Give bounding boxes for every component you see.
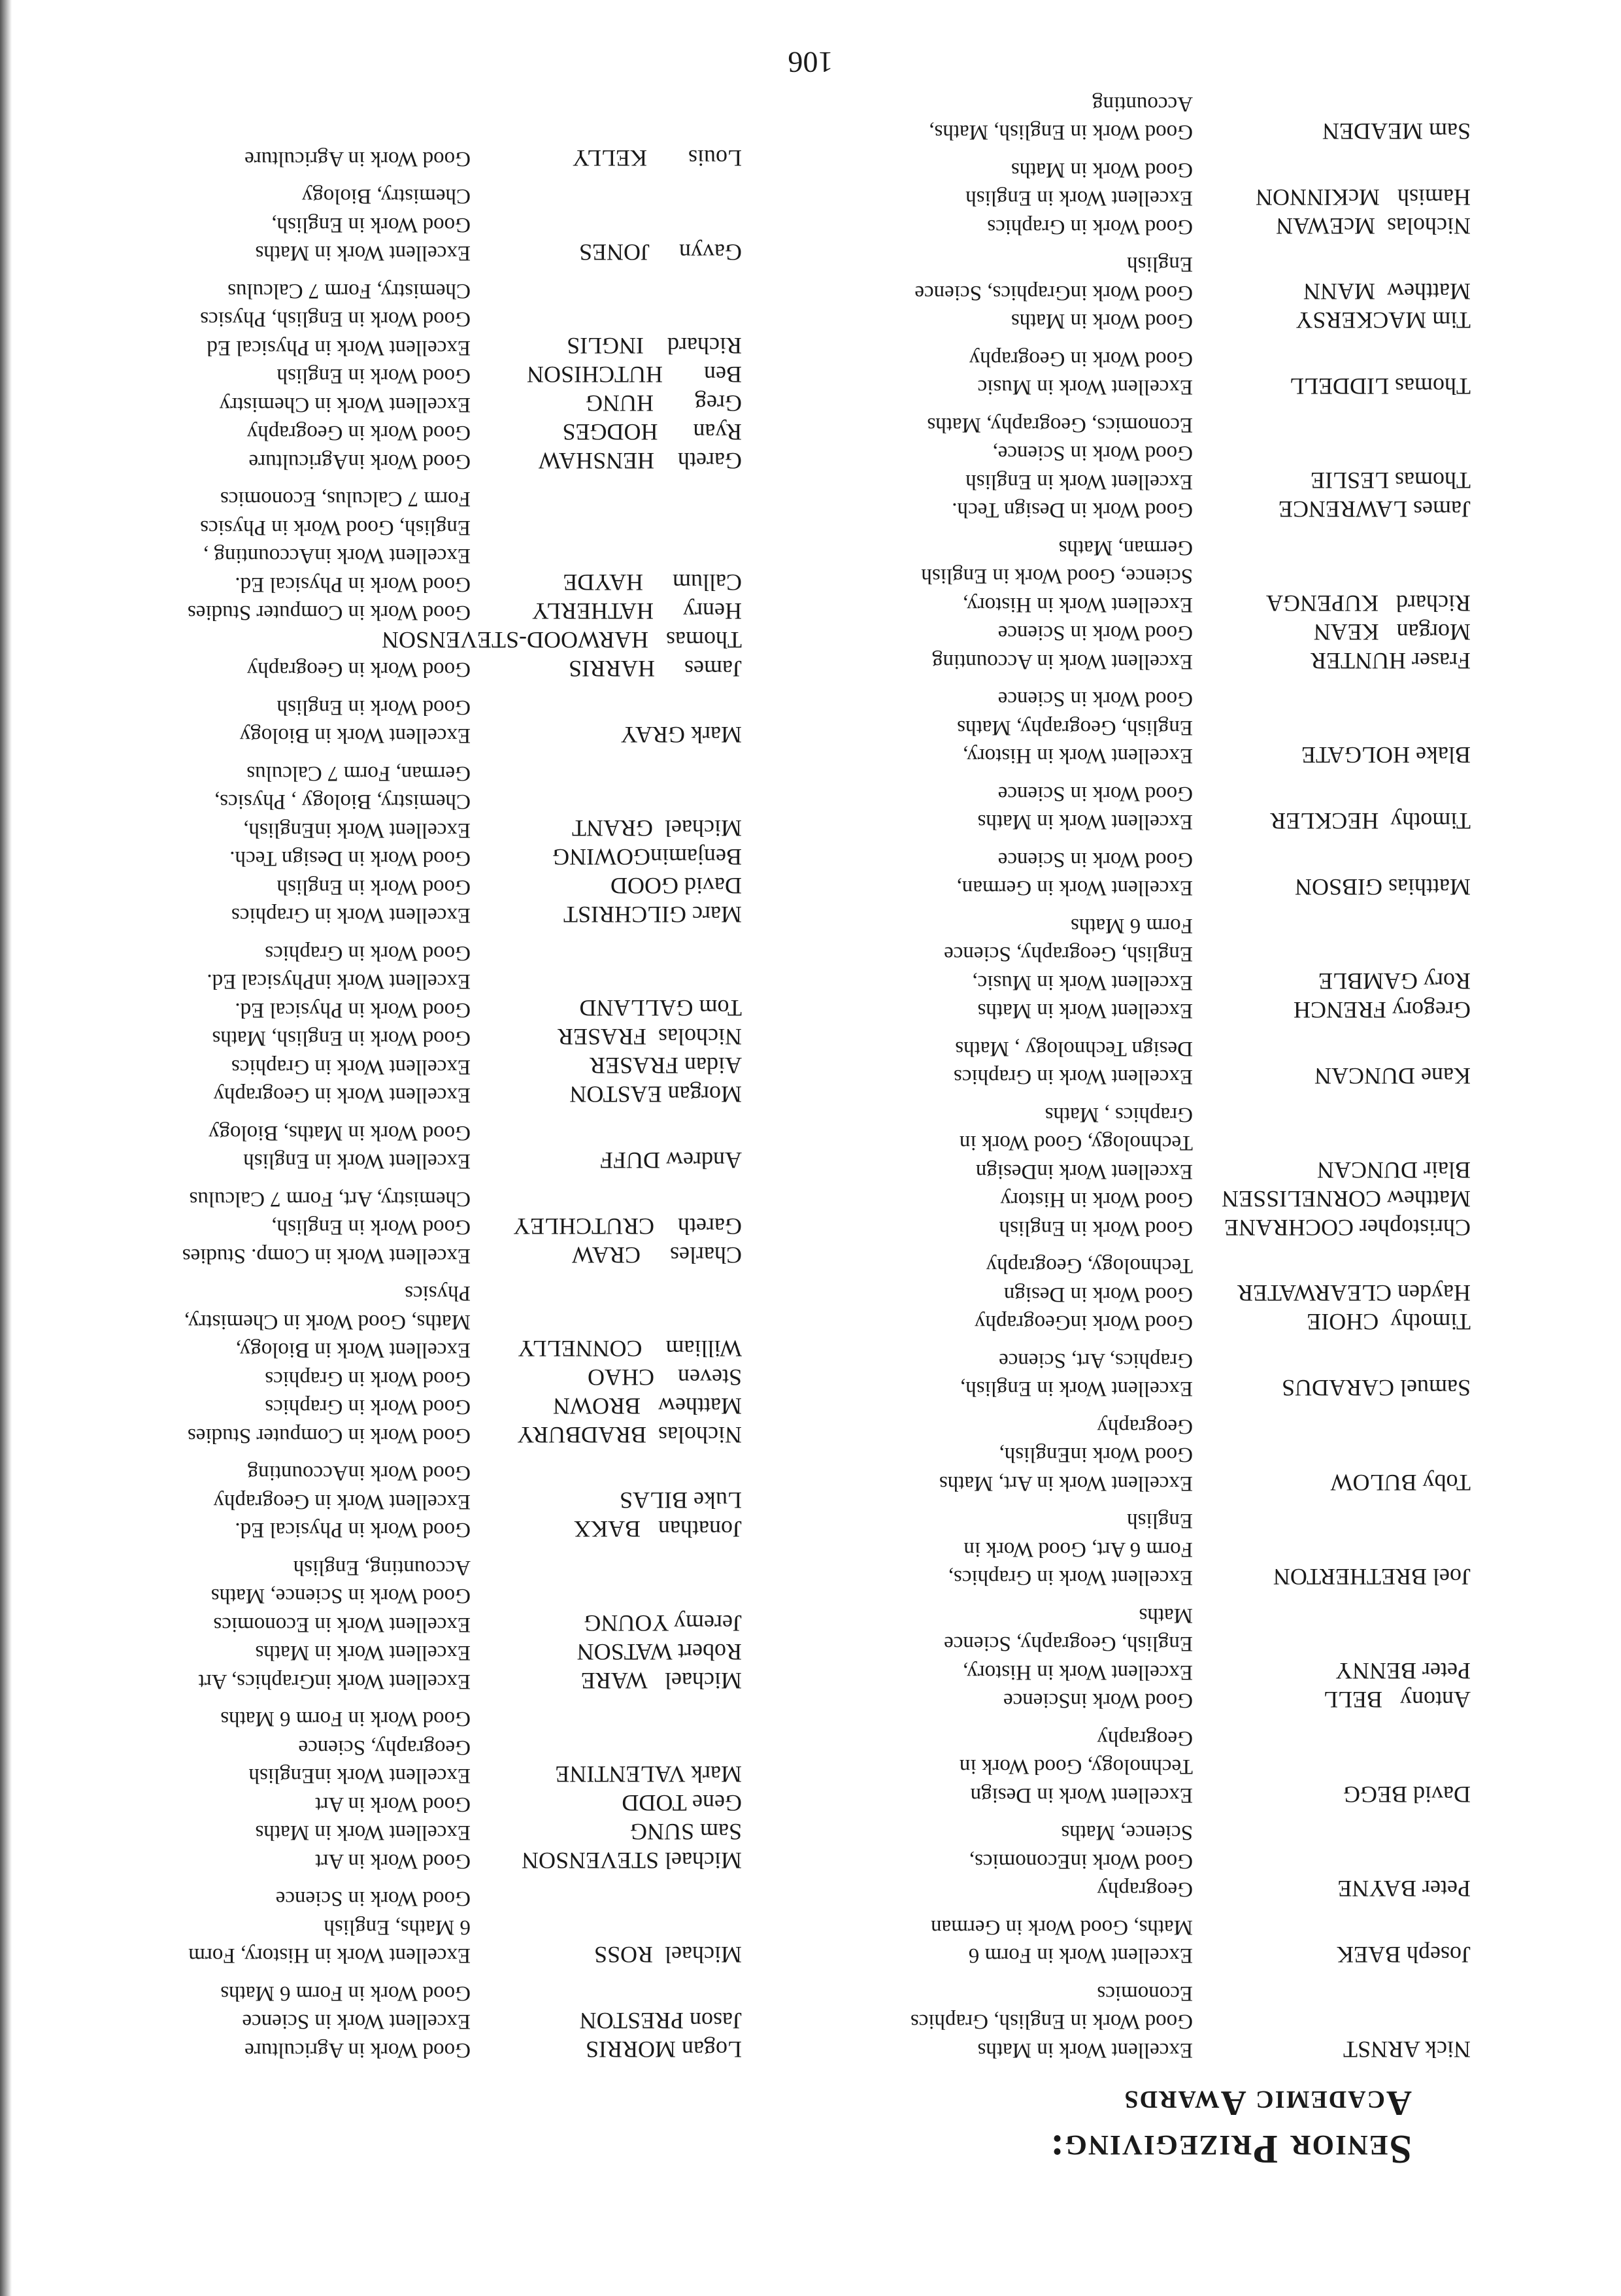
award-line: Good Work in Physical Ed. [235,998,471,1022]
award-description [960,1346,1193,1403]
award-line: Science, Good Work in English [921,564,1193,588]
award-recipient-name: Mark GRAY [620,722,742,749]
award-line: Excellent Work inAccounting , [203,544,471,568]
award-description [199,1553,471,1696]
award-line: Good Work inAccounting [247,1461,471,1485]
award-line: Good Work in Computer Studies [187,601,471,625]
award-line: Excellent Work in History, [962,1661,1193,1684]
award-line: German, Form 7 Calculus [246,762,471,785]
award-description [213,1459,471,1544]
award-line: Good Work inGeography [974,1311,1193,1335]
award-description [188,1884,471,1970]
award-recipient-name: Timothy CHOIE Hayden CLEARWATER [1237,1280,1471,1336]
award-line: Excellent Work in Accounting [931,650,1193,673]
award-line: Excellent Work in Maths [255,241,471,265]
award-description [944,911,1193,1025]
award-description [184,1279,471,1449]
award-line: Graphics, Art, Science [999,1349,1193,1372]
award-line: Excellent Work in Art, Maths [939,1472,1193,1495]
award-line: Good Work inEnglish, [999,1443,1193,1467]
award-description [182,1185,471,1270]
award-description [244,144,471,173]
award-description [220,1704,471,1875]
award-line: Geography, Science [298,1736,471,1759]
award-line: Good Work in Science [997,848,1193,871]
award-recipient-name: Peter BAYNE [1337,1876,1471,1902]
award-line: Good Work in Form 6 Maths [220,1982,471,2005]
award-recipient-name: Fraser HUNTER Morgan KEAN Richard KUPENGA [1266,590,1471,674]
award-description [931,1913,1193,1970]
award-description [957,684,1193,770]
award-description [978,779,1193,836]
award-line: Good Work in Computer Studies [187,1424,471,1447]
award-line: German, Maths [1058,536,1193,560]
award-line: Excellent Work in Form 6 [968,1944,1193,1968]
award-line: 6 Maths, English [324,1916,471,1939]
award-line: Good Work in English [276,696,471,719]
award-recipient-name: Christopher COCHRANE Matthew CORNELISSEN Blair DUNCAN [1222,1157,1471,1241]
award-line: Good Work in Maths [1011,158,1193,182]
award-line: English [1127,252,1193,277]
award-line: Graphics , Maths [1044,1103,1193,1126]
award-line: Excellent Work in Biology [239,724,471,748]
award-line: Excellent Work in Maths [977,2038,1193,2062]
award-line: Chemistry, Biology [301,184,471,209]
award-recipient-name: Nicholas McEWAN Hamish McKINNON [1256,184,1471,239]
award-line [188,627,471,656]
award-line: Economics [1097,1982,1193,2005]
award-line: Good Work in Physical Ed. [235,573,471,596]
award-description [256,182,471,267]
award-line: Design Technology , Maths [955,1037,1193,1060]
award-line: Excellent Work in Biology, [235,1338,471,1362]
award-line: Good Work in Maths, Biology [209,1121,471,1145]
award-line: Good Work in English, [271,213,471,237]
award-recipient-name: Morgan EASTON Aidan FRASER Nicholas FRASER Tom GALLAND [557,995,742,1108]
award-line: Excellent Work in English, [960,1377,1193,1401]
award-line: Maths, Good Work in Chemistry, [184,1310,471,1334]
award-line: Good Work in English [276,364,471,388]
award-recipient-name: Samuel CARADUS [1281,1375,1471,1402]
page-heading [1049,2083,1412,2172]
award-line: Good Work in English, Graphics [910,2010,1193,2034]
award-line: Excellent Work in Economics [213,1613,471,1636]
award-line: Good Work in Agriculture [244,147,471,171]
scan-edge-shadow [0,0,12,2296]
award-line: Excellent Work in Physical Ed [207,336,471,360]
award-description [969,1818,1193,1904]
award-description [948,1506,1193,1592]
award-recipient-name: Thomas LIDDELL [1290,373,1471,400]
award-description [914,250,1193,335]
award-line: Good Work in Science, Maths [210,1584,471,1608]
award-line: Science, Maths [1061,1821,1193,1845]
award-line: English, Good Work in Physics [200,516,471,539]
award-line: Excellent Work inEnglish, [243,819,471,842]
award-line: Excellent Work in History, [962,593,1193,616]
award-line: Excellent Work in Graphics [231,903,471,928]
award-line: Excellent Work in Design [970,1783,1193,1807]
award-line: Good Work in Form 6 Maths [220,1707,471,1731]
award-line: Form 6 Maths [1070,914,1193,937]
award-line: Good Work in Design Tech. [229,847,471,871]
award-line: Excellent Work in History, Form [188,1944,471,1968]
award-line: Good Work in Science [997,782,1193,805]
award-line: Technology, Geography [986,1254,1193,1278]
award-description [209,1119,471,1175]
award-recipient-name: Michael WARE Robert WATSON Jeremy YOUNG [577,1610,742,1694]
award-line: Good Work in English [276,875,471,899]
award-recipient-name: Gareth HENSHAW Ryan HODGES Greg HUNG Ben HUTCHISON Richard INGLIS [527,333,742,474]
award-line: Good Work in English, Maths, [929,120,1193,144]
award-recipient-name: James HARRIS Thomas HARWOOD-STEVENSON Henry HATHERLY Callum HAYDE [382,569,742,683]
award-line: Good Work inScience [1003,1689,1193,1713]
award-description [960,1100,1193,1243]
award-description [939,1412,1193,1498]
award-line: Excellent Work in English [965,470,1193,494]
award-description [929,90,1193,146]
award-line: Good Work inEconomics, [969,1849,1193,1873]
award-line: Physics [405,1281,471,1306]
award-line: Excellent Work in Comp. Studies [182,1244,471,1268]
award-recipient-name: Logan MORRIS Jason PRESTON [579,2008,742,2063]
award-line: Good Work in Agriculture [244,2038,471,2062]
award-description [911,1979,1193,2065]
award-line: Excellent Work in Graphics [953,1065,1193,1089]
award-description [960,1724,1193,1810]
award-line: English, Geography, Science [944,1632,1193,1656]
award-description [240,693,471,750]
award-recipient-name: Jonathan BAKX Luke BILAS [574,1487,742,1543]
award-description [969,345,1193,401]
award-line: Excellent Work in Graphics, [948,1566,1193,1590]
award-line: Geography [1097,1727,1193,1750]
award-recipient-name: Matthias GIBSON [1295,874,1471,901]
award-line: Excellent Work in German, [956,876,1193,900]
award-line: Excellent Work in History, [962,744,1193,768]
award-line: Accounting [1092,92,1193,116]
award-description [975,1251,1193,1337]
award-description [957,845,1193,902]
award-line: Good Work in Physical Ed. [235,1518,471,1542]
award-recipient-name: Sam MEADEN [1322,118,1471,145]
award-recipient-name: Tim MACKERSY Matthew MANN [1295,279,1471,334]
award-line: Good Work inAgriculture [248,450,471,473]
award-description [207,939,471,1109]
award-line: Good Work in English, Physics [200,307,471,331]
award-line: Good Work in Maths [1011,309,1193,333]
award-recipient-name: Antony BELL Peter BENNY [1324,1658,1471,1714]
award-line: Good Work in Geography [246,658,471,682]
award-line: Chemistry, Form 7 Calculus [227,279,471,303]
award-recipient-name: Joseph BAEK [1337,1942,1471,1968]
award-recipient-name: Gregory FRENCH Rory GAMBLE [1294,968,1471,1024]
award-recipient-name: Timothy HECKLER [1270,808,1471,835]
page-number: 106 [788,46,833,79]
award-description [954,1034,1193,1091]
award-line: English [1127,1509,1193,1533]
award-line: Good Work in Graphics [265,1395,471,1419]
award-recipient-name: Blake HOLGATE [1301,742,1471,769]
award-line: Excellent Work in Chemistry [219,393,471,416]
award-description [214,759,471,930]
award-line: Excellent Work inPhysical Ed. [207,970,471,994]
award-line: Good Work in English [999,1217,1193,1240]
award-line: Excellent Work in Geography [213,1490,471,1513]
award-line: Maths [1139,1604,1193,1627]
award-description [921,533,1193,676]
award-recipient-name: Gavyn JONES [579,239,742,266]
award-line: Form 7 Calculus, Economics [220,487,471,511]
award-line: Good Work in Geography [969,347,1193,371]
award-line: Good Work in Science [997,621,1193,645]
award-line: Maths, Good Work in German [931,1916,1193,1939]
award-recipient-name: Michael ROSS [593,1942,742,1968]
award-line: Excellent Work in English [965,186,1193,211]
award-line: Good Work in Design [1003,1283,1193,1306]
award-line: Good Work in Science [275,1887,471,1911]
award-recipient-name: David BEGG [1343,1781,1471,1808]
award-recipient-name: Marc GILCHRIST David GOOD BenjaminGOWING Michael GRANT [552,815,742,928]
award-line: Technology, Good Work in [959,1755,1193,1779]
award-line: Good Work in Graphics [265,941,471,965]
award-recipient-name: Louis KELLY [572,145,742,171]
award-line: Good Work in Graphics [265,1367,471,1391]
award-line: Chemistry, Art, Form 7 Calculus [189,1187,471,1211]
award-line: Good Work in English, Maths [212,1026,471,1051]
award-line: Geography [1097,1878,1193,1902]
award-line: Form 6 Art, Good Work in [963,1538,1193,1561]
award-recipient-name: Kane DUNCAN [1314,1063,1471,1090]
award-line: English, Geography, Science [944,942,1193,966]
award-line: Good Work in Geography [246,421,471,445]
award-line: Excellent Work in Maths [255,1641,471,1665]
award-line: Excellent Work in English [243,1149,471,1173]
award-line: Excellent Work in Music, [972,971,1193,994]
award-line: Excellent Work inDesign [975,1160,1193,1183]
award-line: Excellent Work in Geography [213,1083,471,1107]
award-recipient-name: Joel BRETHERTON [1273,1564,1471,1591]
award-line: Good Work in History [1000,1188,1193,1212]
award-description [965,156,1193,241]
award-line: Accounting, English [293,1556,471,1579]
award-recipient-name: Toby BULOW [1330,1470,1471,1496]
award-line: Chemistry, Biology , Physics, [214,790,471,814]
award-line: Good Work in English, [271,1215,471,1240]
award-recipient-name: Michael STEVENSON Sam SUNG Gene TODD Mark VALENTINE [522,1761,742,1874]
award-line: Economics, Geography, Maths [927,413,1193,437]
award-line: Geography [1097,1415,1193,1438]
award-line: Excellent Work in Maths [977,810,1193,834]
award-line: Excellent Work inGraphics, Art [198,1670,471,1693]
award-line: Good Work inGraphics, Science [914,281,1193,305]
award-recipient-name: Nicholas BRADBURY Matthew BROWN Steven CHAO William CONNELLY [516,1336,742,1448]
heading-academic-awards: Academic Awards [1123,2084,1412,2123]
award-recipient-name: Andrew DUFF [599,1147,742,1174]
award-recipient-name: James LAWRENCE Thomas LESLIE [1278,467,1471,523]
award-recipient-name: Nick ARNST [1343,2036,1471,2063]
award-line: Good Work in Art [315,1849,471,1873]
award-line: Good Work in Design Tech. [952,498,1193,522]
award-line: Good Work in Graphics [987,215,1193,239]
award-line: Good Work in Art [315,1793,471,1816]
award-description [927,411,1193,524]
award-line: Excellent Work in Music [977,375,1193,399]
award-description [220,1979,471,2065]
award-line: Good Work in Science, [992,441,1193,465]
heading-senior-prizegiving: Senior Prizegiving: [1048,2127,1412,2171]
award-description [188,484,471,684]
award-description [944,1601,1193,1715]
award-line: Good Work in Science [997,687,1193,711]
award-line: Excellent Work inEnglish [248,1764,471,1788]
award-description [200,277,471,476]
award-line: English, Geography, Maths [957,716,1193,739]
award-line: Excellent Work in Maths [255,1821,471,1845]
award-line: Excellent Work in Science [242,2010,471,2034]
award-line: Excellent Work in Graphics [231,1055,471,1079]
award-line: Technology, Good Work in [959,1131,1193,1155]
award-line: Excellent Work in Maths [977,999,1193,1023]
award-recipient-name: Charles CRAW Gareth CRUTCHLEY [513,1213,742,1268]
